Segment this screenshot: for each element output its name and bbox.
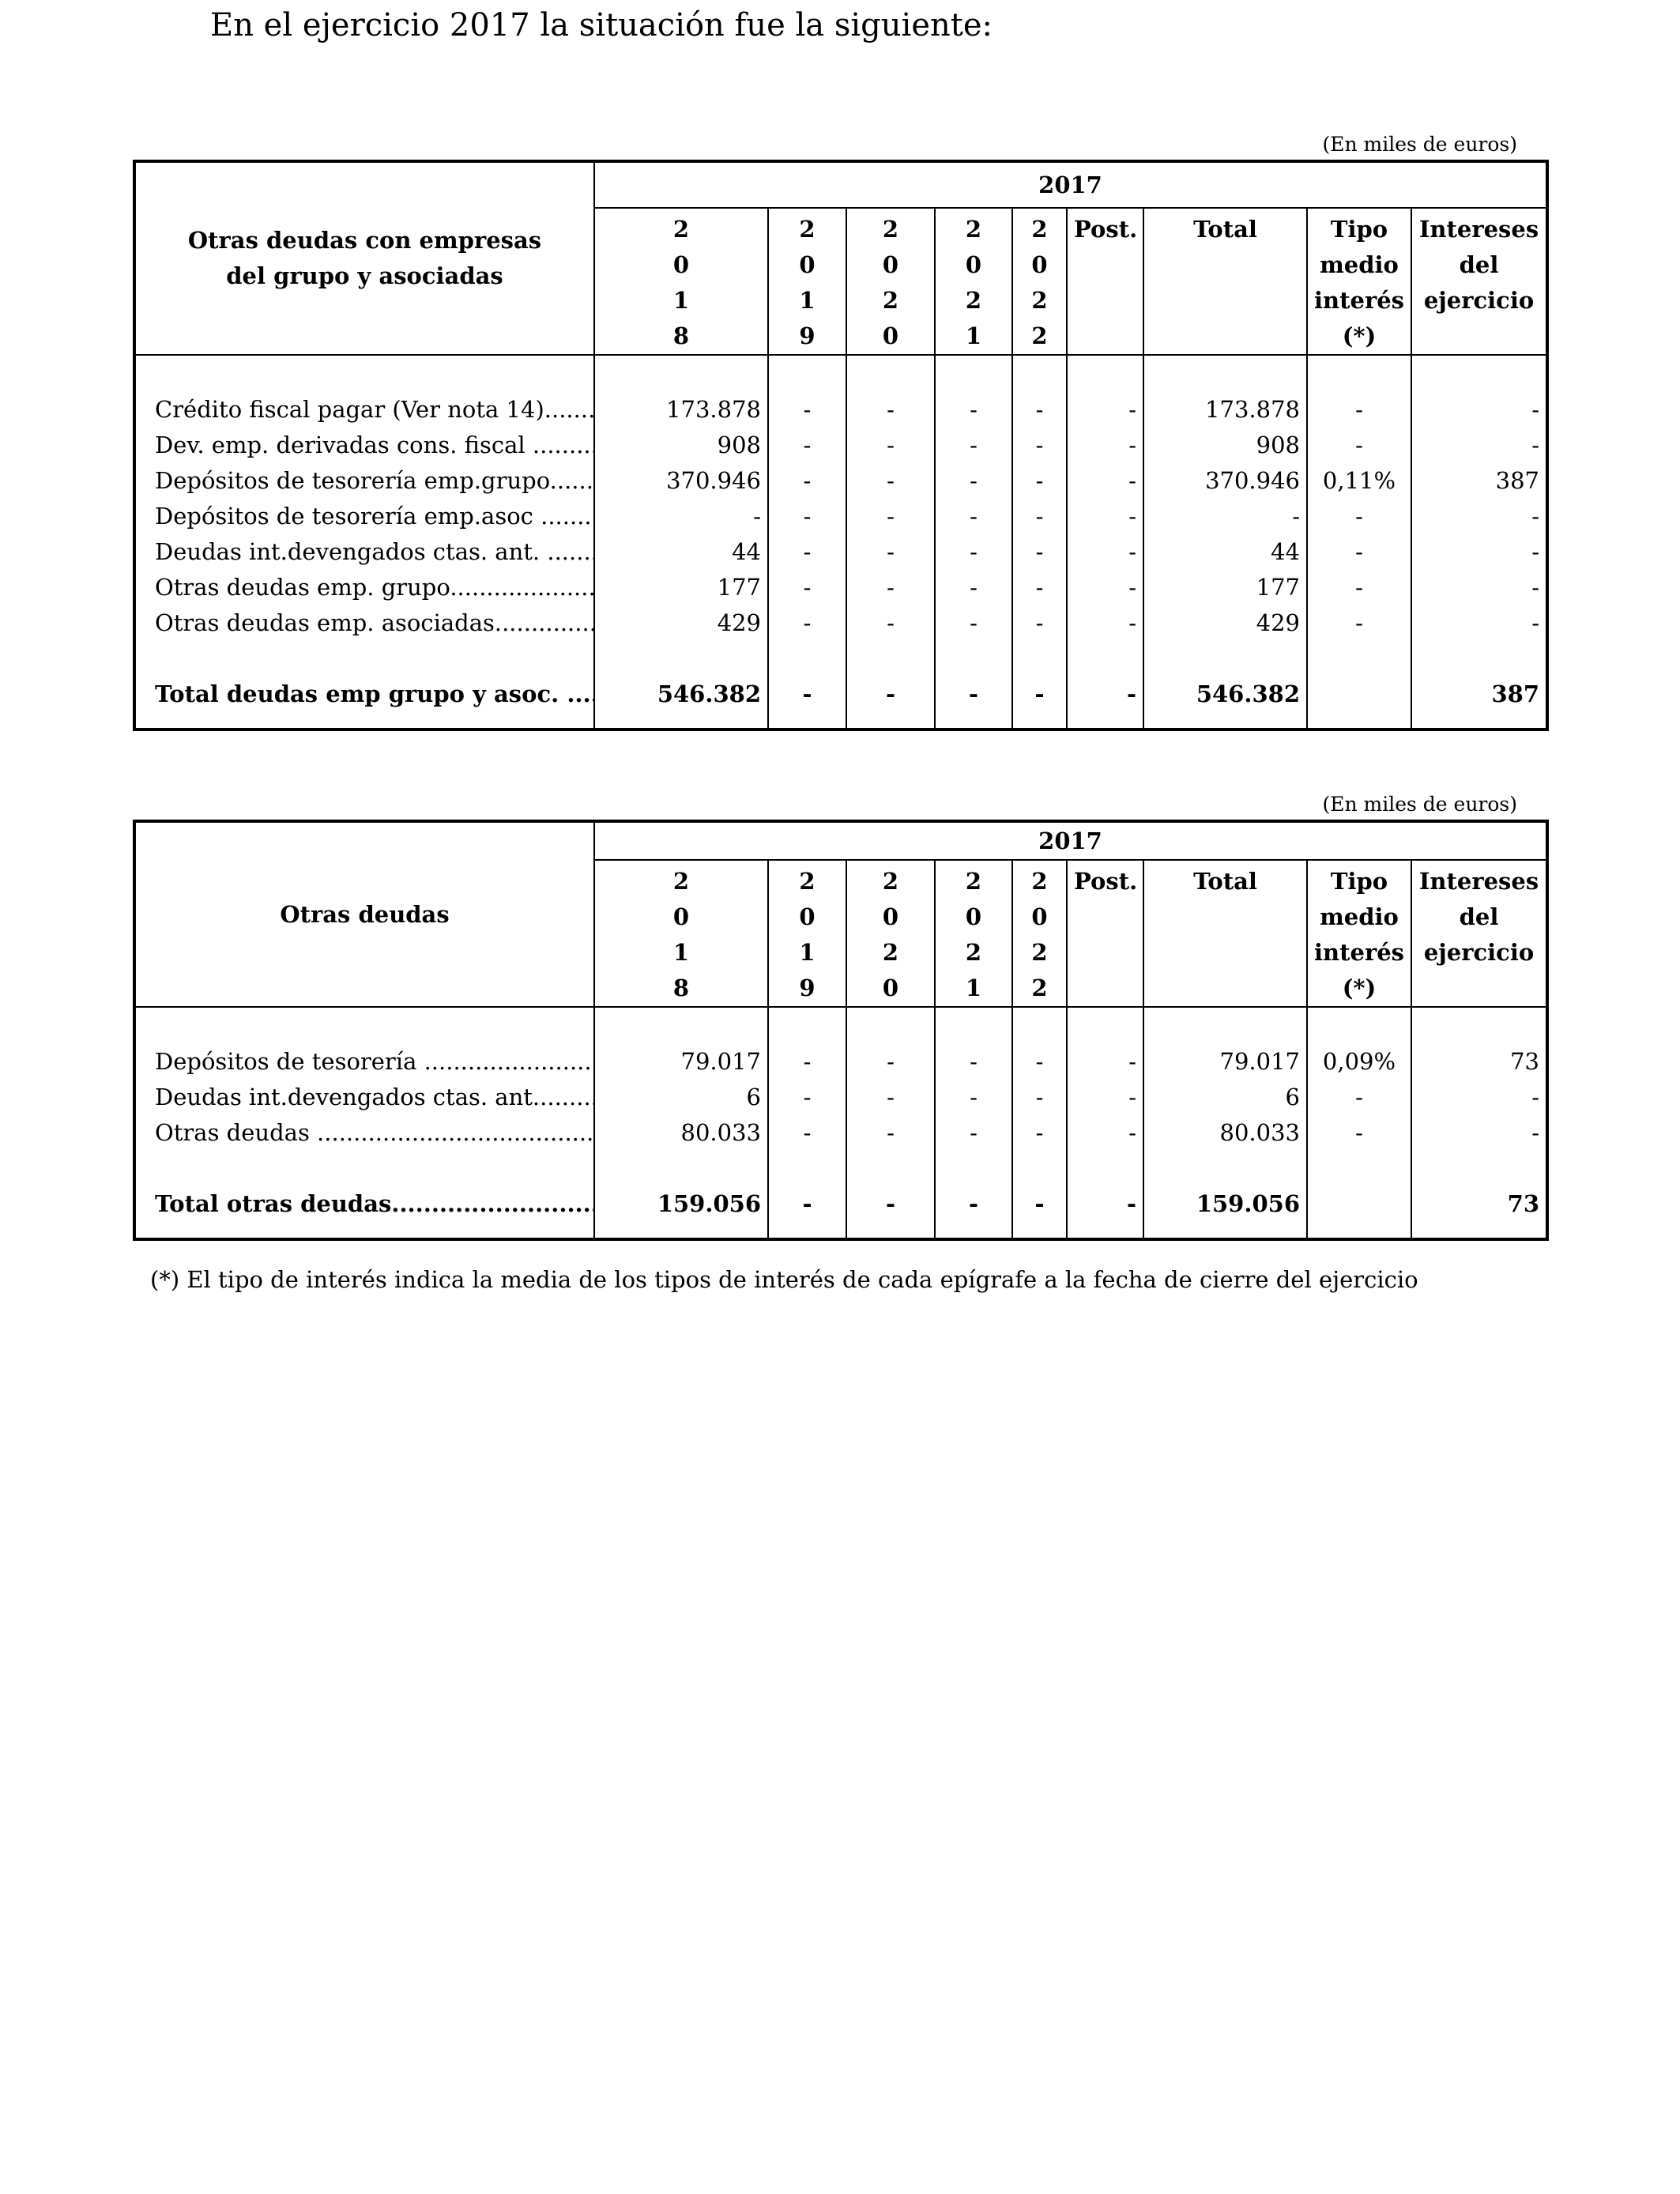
- spacer-cell: [935, 712, 1012, 729]
- spacer-cell: [1143, 712, 1307, 729]
- cell-2021: -: [935, 534, 1012, 570]
- tipo-line: interés: [1314, 939, 1405, 966]
- spacer-cell: [594, 641, 768, 677]
- cell-total: 429: [1143, 605, 1307, 641]
- cell-post: -: [1067, 605, 1143, 641]
- tipo-line: medio: [1320, 251, 1399, 278]
- row-label: [134, 463, 594, 499]
- cell-2021: -: [935, 1115, 1012, 1151]
- cell-2021: -: [935, 1186, 1012, 1222]
- cell-tipo: -: [1307, 428, 1411, 463]
- cell-2021: -: [935, 463, 1012, 499]
- year-digit: 2: [882, 939, 899, 966]
- cell-total: 177: [1143, 570, 1307, 605]
- cell-intereses: 387: [1411, 677, 1547, 712]
- cell-2019: -: [768, 605, 846, 641]
- cell-total: 80.033: [1143, 1115, 1307, 1151]
- cell-2021: -: [935, 1080, 1012, 1115]
- spacer-label: [134, 1151, 594, 1186]
- cell-2020: -: [846, 499, 935, 534]
- spacer-cell: [1411, 355, 1547, 392]
- spacer-cell: [594, 355, 768, 392]
- spacer-cell: [1307, 712, 1411, 729]
- cell-2019: -: [768, 1115, 846, 1151]
- cell-2018: 370.946: [594, 463, 768, 499]
- table-row: [134, 1044, 1547, 1080]
- cell-2020: -: [846, 1115, 935, 1151]
- cell-total: 44: [1143, 534, 1307, 570]
- intereses-line: del: [1459, 903, 1499, 930]
- spacer-label: [134, 712, 594, 729]
- year-digit: 2: [965, 868, 982, 895]
- row-label: [134, 1080, 594, 1115]
- cell-tipo: 0,09%: [1307, 1044, 1411, 1080]
- cell-2022: -: [1012, 605, 1067, 641]
- cell-tipo: -: [1307, 570, 1411, 605]
- cell-intereses: -: [1411, 499, 1547, 534]
- spacer-cell: [1307, 641, 1411, 677]
- spacer-cell: [846, 712, 935, 729]
- cell-2020: -: [846, 677, 935, 712]
- table-title: [134, 161, 594, 355]
- spacer-cell: [1012, 712, 1067, 729]
- year-digit: 2: [1031, 216, 1048, 243]
- cell-intereses: 73: [1411, 1044, 1547, 1080]
- cell-post: -: [1067, 1044, 1143, 1080]
- spacer-cell: [768, 355, 846, 392]
- col-intereses-header: [1411, 860, 1547, 1007]
- cell-intereses: -: [1411, 1115, 1547, 1151]
- spacer-cell: [1307, 1222, 1411, 1239]
- intereses-line: ejercicio: [1423, 287, 1535, 314]
- cell-2022: -: [1012, 1186, 1067, 1222]
- cell-total: 79.017: [1143, 1044, 1307, 1080]
- spacer-cell: [1411, 641, 1547, 677]
- col-2018-header: [594, 860, 768, 1007]
- spacer-cell: [768, 1222, 846, 1239]
- spacer-cell: [768, 1151, 846, 1186]
- cell-2021: -: [935, 605, 1012, 641]
- row-label-text: Dev. emp. derivadas cons. fiscal .....: [155, 432, 594, 458]
- spacer-label: [134, 1222, 594, 1239]
- year-digit: 1: [799, 939, 816, 966]
- year-digit: 2: [672, 216, 690, 243]
- cell-2019: -: [768, 392, 846, 428]
- row-label: [134, 499, 594, 534]
- cell-post: -: [1067, 428, 1143, 463]
- year-header: 2017: [594, 161, 1547, 208]
- cell-post: -: [1067, 534, 1143, 570]
- cell-intereses: -: [1411, 1080, 1547, 1115]
- cell-post: -: [1067, 499, 1143, 534]
- cell-2020: -: [846, 463, 935, 499]
- spacer-cell: [1067, 712, 1143, 729]
- year-digit: 2: [799, 216, 816, 243]
- col-2019-header: [768, 860, 846, 1007]
- row-label: [134, 570, 594, 605]
- intereses-line: Intereses: [1418, 216, 1539, 243]
- row-label: [134, 1044, 594, 1080]
- cell-post: -: [1067, 1115, 1143, 1151]
- year-digit: 1: [672, 939, 690, 966]
- col-post-header: Post.: [1067, 208, 1143, 355]
- cell-2018: 177: [594, 570, 768, 605]
- year-digit: 1: [672, 287, 690, 314]
- row-label-text: Deudas int.devengados ctas. ant. .....: [155, 538, 594, 565]
- cell-total: 159.056: [1143, 1186, 1307, 1222]
- spacer-cell: [1307, 355, 1411, 392]
- spacer-cell: [768, 712, 846, 729]
- cell-2020: -: [846, 1080, 935, 1115]
- title-line: del grupo y asociadas: [226, 262, 503, 289]
- year-digit: 8: [672, 322, 690, 349]
- cell-2022: -: [1012, 463, 1067, 499]
- spacer-label: [134, 641, 594, 677]
- tipo-line: medio: [1320, 903, 1399, 930]
- cell-2020: -: [846, 428, 935, 463]
- tipo-line: interés: [1314, 287, 1405, 314]
- cell-post: -: [1067, 392, 1143, 428]
- spacer-cell: [1067, 641, 1143, 677]
- cell-tipo: -: [1307, 1080, 1411, 1115]
- col-2021-header: [935, 208, 1012, 355]
- spacer-cell: [594, 1007, 768, 1044]
- year-digit: 9: [799, 974, 816, 1001]
- spacer-cell: [846, 1151, 935, 1186]
- year-digit: 8: [672, 974, 690, 1001]
- cell-2020: -: [846, 534, 935, 570]
- cell-2018: -: [594, 499, 768, 534]
- year-digit: 2: [1031, 974, 1048, 1001]
- year-header: 2017: [594, 821, 1547, 860]
- cell-2020: -: [846, 1044, 935, 1080]
- cell-2019: -: [768, 1186, 846, 1222]
- spacer-row: [134, 1007, 1547, 1044]
- spacer-cell: [1067, 1007, 1143, 1044]
- spacer-cell: [594, 712, 768, 729]
- cell-2020: -: [846, 570, 935, 605]
- cell-intereses: -: [1411, 534, 1547, 570]
- cell-2018: 908: [594, 428, 768, 463]
- spacer-cell: [1411, 712, 1547, 729]
- year-digit: 0: [882, 903, 899, 930]
- cell-post: -: [1067, 1186, 1143, 1222]
- cell-total: -: [1143, 499, 1307, 534]
- cell-2021: -: [935, 428, 1012, 463]
- table-title: [134, 821, 594, 1007]
- cell-2019: -: [768, 463, 846, 499]
- cell-post: -: [1067, 463, 1143, 499]
- spacer-cell: [846, 1222, 935, 1239]
- year-digit: 1: [799, 287, 816, 314]
- spacer-row: [134, 1151, 1547, 1186]
- table-row: [134, 499, 1547, 534]
- units-note-2: (En miles de euros): [1322, 793, 1517, 816]
- spacer-cell: [1143, 641, 1307, 677]
- spacer-cell: [1012, 355, 1067, 392]
- row-label: [134, 677, 594, 712]
- total-row: [134, 677, 1547, 712]
- intereses-line: del: [1459, 251, 1499, 278]
- spacer-cell: [1143, 1222, 1307, 1239]
- cell-2018: 80.033: [594, 1115, 768, 1151]
- year-digit: 2: [1031, 939, 1048, 966]
- spacer-cell: [1012, 1151, 1067, 1186]
- cell-intereses: -: [1411, 428, 1547, 463]
- spacer-cell: [1143, 1151, 1307, 1186]
- cell-total: 173.878: [1143, 392, 1307, 428]
- cell-2022: -: [1012, 570, 1067, 605]
- cell-tipo: [1307, 1186, 1411, 1222]
- col-intereses-header: [1411, 208, 1547, 355]
- spacer-cell: [935, 641, 1012, 677]
- cell-2021: -: [935, 499, 1012, 534]
- col-total-header: Total: [1143, 860, 1307, 1007]
- col-2021-header: [935, 860, 1012, 1007]
- row-label-text: Otras deudas emp. asociadas .....: [155, 609, 594, 636]
- spacer-row: [134, 1222, 1547, 1239]
- year-digit: 1: [965, 322, 982, 349]
- row-label-text: Otras deudas .....: [155, 1119, 594, 1146]
- spacer-cell: [1012, 1222, 1067, 1239]
- spacer-label: [134, 1007, 594, 1044]
- cell-tipo: [1307, 677, 1411, 712]
- row-label-text: Depósitos de tesorería emp.asoc .....: [155, 503, 594, 530]
- year-digit: 2: [1031, 322, 1048, 349]
- cell-2022: -: [1012, 534, 1067, 570]
- year-digit: 2: [882, 868, 899, 895]
- cell-2018: 546.382: [594, 677, 768, 712]
- intro-text: En el ejercicio 2017 la situación fue la siguiente:: [210, 7, 993, 43]
- year-digit: 0: [882, 251, 899, 278]
- cell-intereses: 73: [1411, 1186, 1547, 1222]
- table-row: [134, 534, 1547, 570]
- table-group-debts: [133, 160, 1549, 731]
- spacer-cell: [1411, 1151, 1547, 1186]
- col-post-header: Post.: [1067, 860, 1143, 1007]
- cell-intereses: -: [1411, 570, 1547, 605]
- cell-2018: 6: [594, 1080, 768, 1115]
- cell-2021: -: [935, 677, 1012, 712]
- year-digit: 0: [1031, 903, 1048, 930]
- row-label-text: Crédito fiscal pagar (Ver nota 14) .....: [155, 396, 594, 423]
- spacer-cell: [1307, 1007, 1411, 1044]
- year-digit: 2: [882, 287, 899, 314]
- spacer-cell: [846, 641, 935, 677]
- tipo-line: Tipo: [1330, 216, 1388, 243]
- cell-2022: -: [1012, 392, 1067, 428]
- spacer-cell: [935, 355, 1012, 392]
- spacer-row: [134, 641, 1547, 677]
- spacer-cell: [1012, 1007, 1067, 1044]
- units-note: (En miles de euros): [1322, 133, 1517, 156]
- table-row: [134, 463, 1547, 499]
- year-digit: 0: [799, 903, 816, 930]
- spacer-row: [134, 355, 1547, 392]
- col-2022-header: [1012, 860, 1067, 1007]
- row-label-text: Total deudas emp grupo y asoc. .....: [155, 680, 594, 707]
- year-digit: 0: [965, 903, 982, 930]
- title-line: Otras deudas con empresas: [187, 227, 542, 254]
- table-other-debts: [133, 820, 1549, 1241]
- spacer-cell: [1307, 1151, 1411, 1186]
- cell-2021: -: [935, 570, 1012, 605]
- year-digit: 1: [965, 974, 982, 1001]
- col-tipo-header: [1307, 208, 1411, 355]
- table-row: [134, 1115, 1547, 1151]
- spacer-cell: [1012, 641, 1067, 677]
- table-row: [134, 392, 1547, 428]
- cell-2019: -: [768, 570, 846, 605]
- spacer-cell: [846, 1007, 935, 1044]
- table-row: [134, 428, 1547, 463]
- cell-2019: -: [768, 499, 846, 534]
- spacer-cell: [768, 1007, 846, 1044]
- cell-tipo: -: [1307, 499, 1411, 534]
- cell-2018: 79.017: [594, 1044, 768, 1080]
- cell-2018: 159.056: [594, 1186, 768, 1222]
- cell-tipo: -: [1307, 1115, 1411, 1151]
- year-digit: 2: [965, 287, 982, 314]
- cell-2022: -: [1012, 1080, 1067, 1115]
- spacer-cell: [935, 1151, 1012, 1186]
- year-digit: 0: [672, 903, 690, 930]
- row-label: [134, 428, 594, 463]
- spacer-cell: [1143, 1007, 1307, 1044]
- table-row: [134, 570, 1547, 605]
- spacer-label: [134, 355, 594, 392]
- cell-tipo: 0,11%: [1307, 463, 1411, 499]
- col-2019-header: [768, 208, 846, 355]
- cell-intereses: 387: [1411, 463, 1547, 499]
- spacer-cell: [846, 355, 935, 392]
- cell-2022: -: [1012, 677, 1067, 712]
- year-digit: 0: [799, 251, 816, 278]
- row-label-text: Depósitos de tesorería .....: [155, 1048, 594, 1075]
- col-2020-header: [846, 860, 935, 1007]
- row-label: [134, 605, 594, 641]
- row-label-text: Deudas int.devengados ctas. ant. .....: [155, 1084, 594, 1110]
- cell-2019: -: [768, 534, 846, 570]
- spacer-cell: [1143, 355, 1307, 392]
- year-digit: 2: [799, 868, 816, 895]
- row-label-text: Otras deudas emp. grupo .....: [155, 574, 594, 601]
- spacer-cell: [1067, 355, 1143, 392]
- year-digit: 2: [672, 868, 690, 895]
- cell-intereses: -: [1411, 392, 1547, 428]
- cell-2020: -: [846, 1186, 935, 1222]
- cell-tipo: -: [1307, 534, 1411, 570]
- cell-post: -: [1067, 570, 1143, 605]
- cell-total: 546.382: [1143, 677, 1307, 712]
- year-digit: 2: [1031, 287, 1048, 314]
- year-digit: 2: [882, 216, 899, 243]
- col-2018-header: [594, 208, 768, 355]
- cell-2019: -: [768, 1080, 846, 1115]
- year-digit: 2: [965, 216, 982, 243]
- spacer-cell: [768, 641, 846, 677]
- spacer-cell: [1411, 1007, 1547, 1044]
- spacer-row: [134, 712, 1547, 729]
- footnote: (*) El tipo de interés indica la media de los tipos de interés de cada epígrafe a la fecha de cierre del ejercicio: [150, 1266, 1418, 1293]
- cell-2022: -: [1012, 428, 1067, 463]
- year-digit: 0: [882, 974, 899, 1001]
- cell-2020: -: [846, 605, 935, 641]
- row-label-text: Total otras deudas .....: [155, 1190, 594, 1217]
- row-label-text: Depósitos de tesorería emp.grupo .....: [155, 467, 594, 494]
- row-label: [134, 534, 594, 570]
- intereses-line: Intereses: [1418, 868, 1539, 895]
- cell-2018: 173.878: [594, 392, 768, 428]
- row-label: [134, 392, 594, 428]
- cell-post: -: [1067, 1080, 1143, 1115]
- cell-tipo: -: [1307, 605, 1411, 641]
- tipo-line: (*): [1342, 322, 1377, 349]
- cell-post: -: [1067, 677, 1143, 712]
- cell-total: 908: [1143, 428, 1307, 463]
- cell-2019: -: [768, 677, 846, 712]
- year-digit: 2: [1031, 868, 1048, 895]
- tipo-line: Tipo: [1330, 868, 1388, 895]
- intereses-line: ejercicio: [1423, 939, 1535, 966]
- year-digit: 0: [672, 251, 690, 278]
- col-tipo-header: [1307, 860, 1411, 1007]
- cell-2018: 44: [594, 534, 768, 570]
- cell-2019: -: [768, 428, 846, 463]
- cell-2021: -: [935, 392, 1012, 428]
- tipo-line: (*): [1342, 974, 1377, 1001]
- cell-2021: -: [935, 1044, 1012, 1080]
- total-row: [134, 1186, 1547, 1222]
- table-row: [134, 1080, 1547, 1115]
- col-total-header: Total: [1143, 208, 1307, 355]
- table-row: [134, 605, 1547, 641]
- cell-2018: 429: [594, 605, 768, 641]
- cell-total: 6: [1143, 1080, 1307, 1115]
- year-digit: 0: [1031, 251, 1048, 278]
- cell-2020: -: [846, 392, 935, 428]
- col-2020-header: [846, 208, 935, 355]
- year-digit: 0: [882, 322, 899, 349]
- cell-2022: -: [1012, 1044, 1067, 1080]
- spacer-cell: [1067, 1151, 1143, 1186]
- spacer-cell: [594, 1222, 768, 1239]
- cell-tipo: -: [1307, 392, 1411, 428]
- cell-intereses: -: [1411, 605, 1547, 641]
- year-digit: 0: [965, 251, 982, 278]
- year-digit: 9: [799, 322, 816, 349]
- spacer-cell: [1067, 1222, 1143, 1239]
- year-digit: 2: [965, 939, 982, 966]
- cell-2022: -: [1012, 1115, 1067, 1151]
- title-line: Otras deudas: [280, 900, 450, 928]
- col-2022-header: [1012, 208, 1067, 355]
- cell-total: 370.946: [1143, 463, 1307, 499]
- spacer-cell: [935, 1007, 1012, 1044]
- row-label: [134, 1115, 594, 1151]
- spacer-cell: [594, 1151, 768, 1186]
- cell-2019: -: [768, 1044, 846, 1080]
- row-label: [134, 1186, 594, 1222]
- cell-2022: -: [1012, 499, 1067, 534]
- spacer-cell: [1411, 1222, 1547, 1239]
- spacer-cell: [935, 1222, 1012, 1239]
